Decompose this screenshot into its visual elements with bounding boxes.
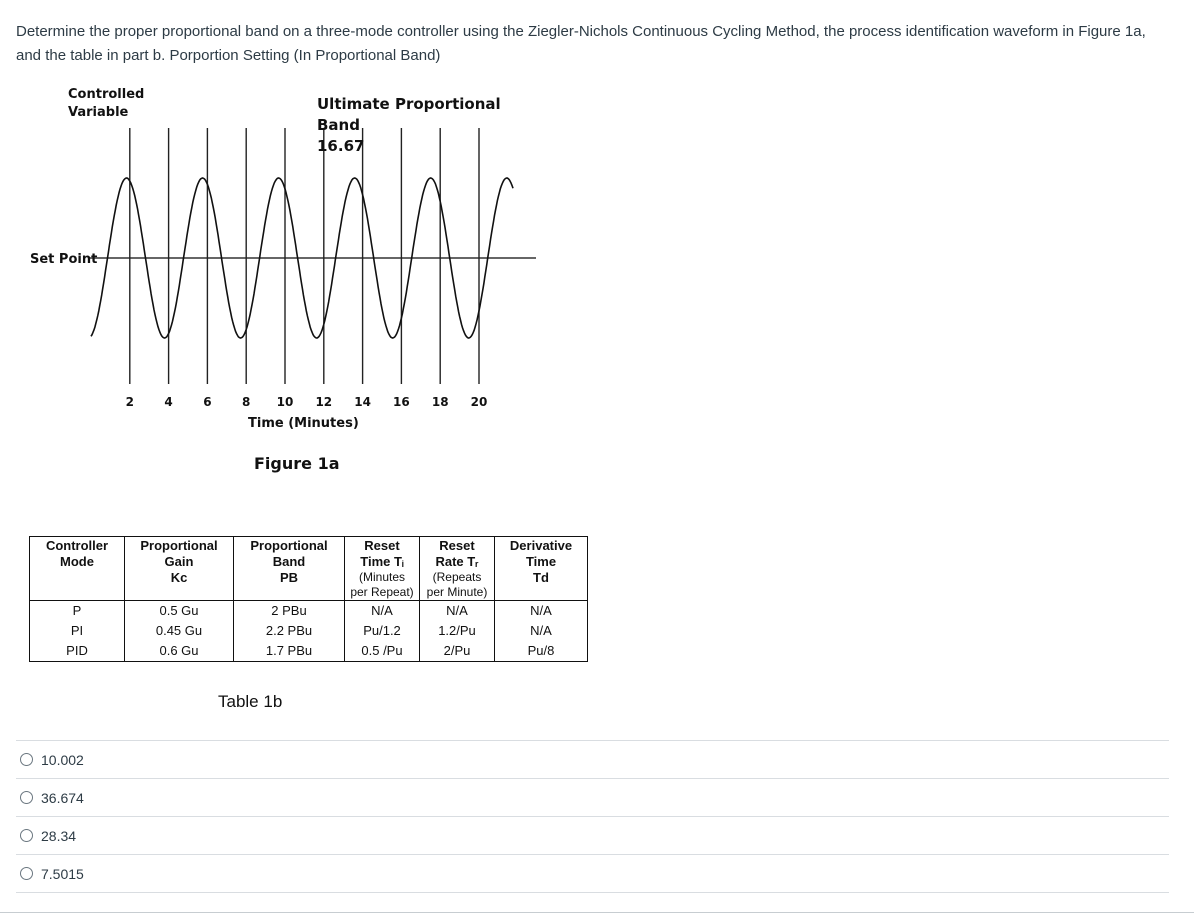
set-point-label: Set Point [30,252,98,267]
table-row [30,621,588,641]
option-label: 10.002 [41,751,84,768]
radio-button[interactable] [20,791,33,804]
table-cell: P [30,601,125,622]
x-tick-label: 14 [354,395,371,409]
table-cell: 0.6 Gu [125,641,234,662]
y-axis-label [68,86,144,122]
radio-button[interactable] [20,753,33,766]
header-note: (Repeats per Minute) [426,570,488,599]
x-tick-label: 2 [125,395,134,409]
table-header-cell [495,537,588,601]
y-label-line1: Controlled [68,87,145,102]
x-tick-label: 6 [203,395,212,409]
table-cell: 1.2/Pu [420,621,495,641]
option-label: 7.5015 [41,865,84,882]
table-cell: 2.2 PBu [234,621,345,641]
table-cell: 1.7 PBu [234,641,345,662]
answer-options [16,740,1169,893]
header-note: (Minutes per Repeat) [350,570,414,599]
title-line1: Ultimate Proportional Band [317,95,501,134]
figure-1a [26,84,546,484]
x-tick-label: 16 [393,395,410,409]
title-line2: 16.67 [317,137,365,155]
figure-caption: Figure 1a [254,454,340,473]
ziegler-nichols-table [29,536,588,662]
answer-option[interactable] [16,854,1169,893]
header-line2: Band [272,554,306,569]
header-line2: Time [525,554,557,569]
table-cell: N/A [420,601,495,622]
x-tick-label: 12 [315,395,333,409]
header-line1: Proportional [250,538,328,553]
answer-option[interactable] [16,778,1169,816]
table-cell: N/A [495,621,588,641]
table-cell: Pu/1.2 [345,621,420,641]
header-line1: Derivative [509,538,573,553]
question-text: Determine the proper proportional band on a three-mode controller using the Ziegler-Nichols Continuous Cycling Method, the process identification waveform in Figure 1a, and the table in part b. Porportion Setting (In Proportional Band) [16,23,1146,64]
table-header-cell [30,537,125,601]
table-cell: N/A [495,601,588,622]
table-cell: Pu/8 [495,641,588,662]
table-cell: N/A [345,601,420,622]
header-line1: Controller [45,538,109,553]
table-cell: 0.5 /Pu [345,641,420,662]
table-cell: PI [30,621,125,641]
header-line1: Proportional [140,538,218,553]
x-tick-label: 20 [470,395,488,409]
table-cell: 0.45 Gu [125,621,234,641]
y-label-line2: Variable [68,105,129,120]
x-tick-label: 4 [164,395,173,409]
table-row [30,641,588,662]
chart-title [317,94,546,157]
radio-button[interactable] [20,867,33,880]
header-line2: Time Tᵢ [360,554,404,569]
option-label: 36.674 [41,789,84,806]
x-tick-label: 10 [276,395,294,409]
radio-button[interactable] [20,829,33,842]
header-line1: Reset [439,538,475,553]
header-line3: Kc [170,570,188,585]
answer-option[interactable] [16,740,1169,778]
table-cell: 2/Pu [420,641,495,662]
table-header-cell [420,537,495,601]
header-line1: Reset [364,538,400,553]
table-header-cell [345,537,420,601]
x-axis-label: Time (Minutes) [248,416,359,431]
table-row [30,601,588,622]
x-tick-label: 18 [431,395,449,409]
table-caption: Table 1b [218,692,283,711]
table-cell: PID [30,641,125,662]
header-line2: Gain [164,554,194,569]
header-line2: Mode [60,554,94,569]
divider [0,912,1194,913]
table-cell: 2 PBu [234,601,345,622]
table-cell: 0.5 Gu [125,601,234,622]
header-line3: Td [533,570,549,585]
answer-option[interactable] [16,816,1169,854]
header-line3: PB [279,570,299,585]
table-header-cell [125,537,234,601]
x-tick-label: 8 [242,395,251,409]
option-label: 28.34 [41,827,77,844]
table-header-cell [234,537,345,601]
header-line2: Rate Tᵣ [435,554,479,569]
